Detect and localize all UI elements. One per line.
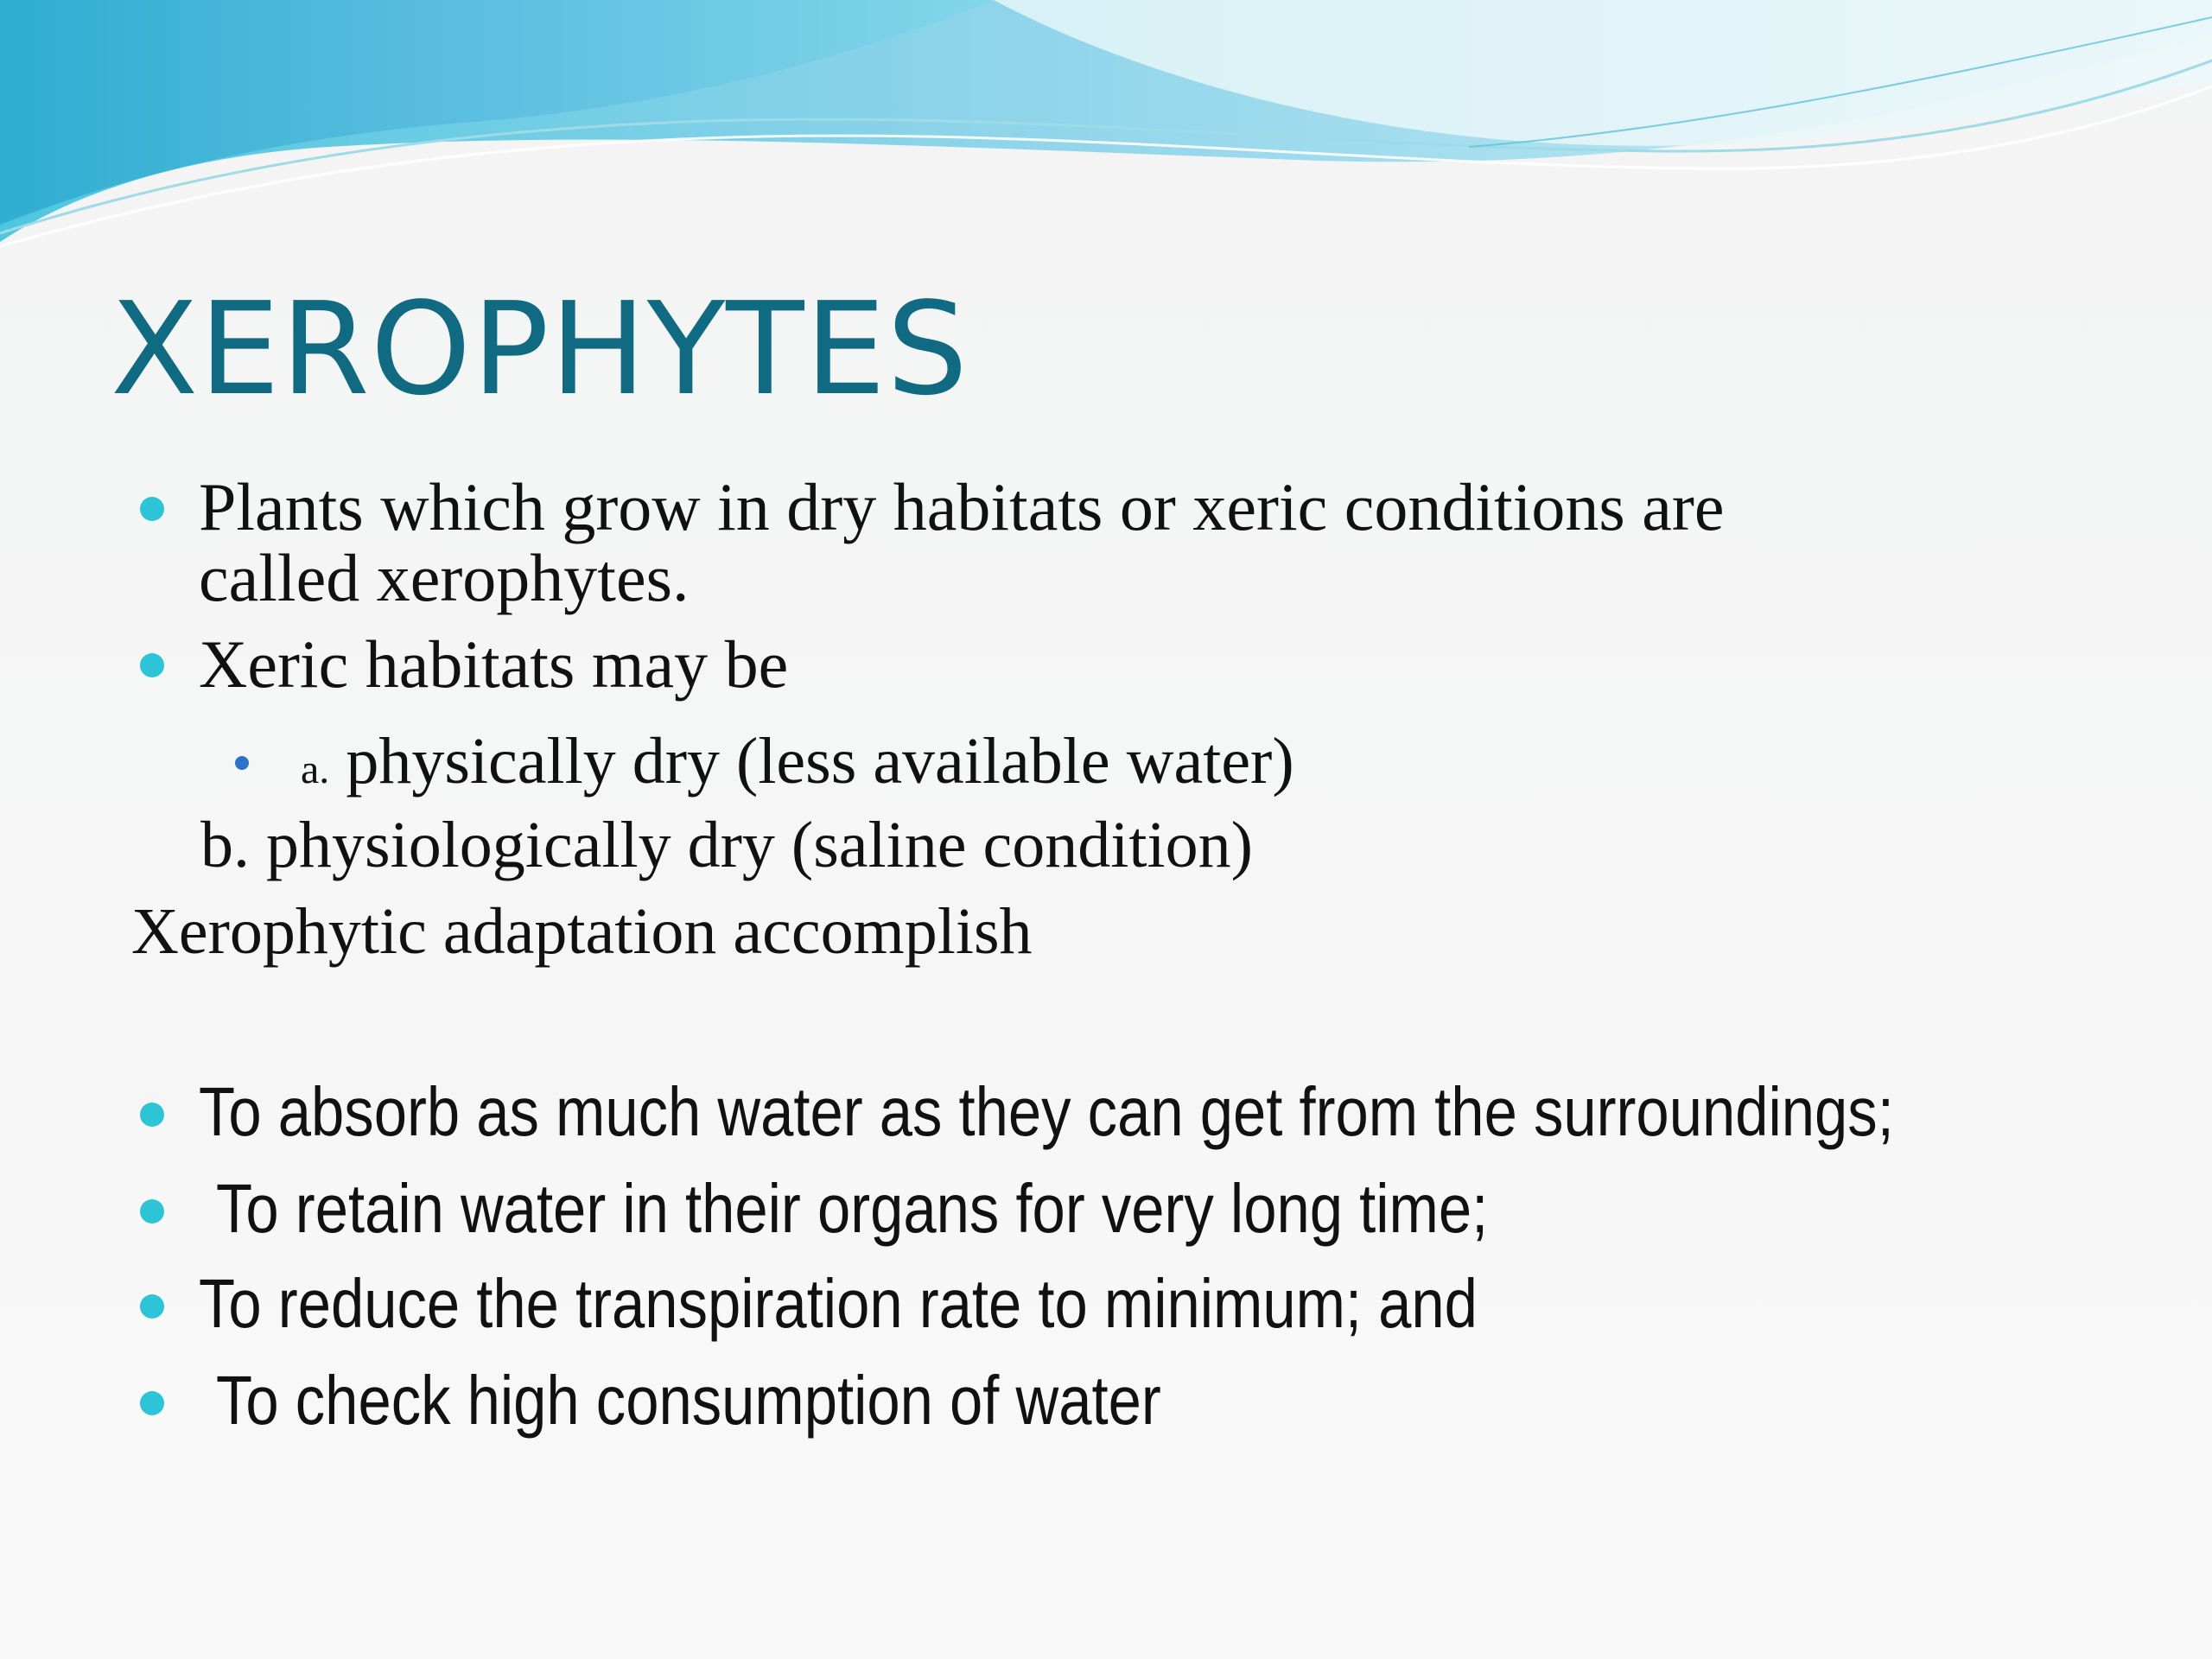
adaptation-bullet-text: To retain water in their organs for very long time; xyxy=(216,1170,1489,1247)
bullet-icon xyxy=(140,1103,164,1127)
wave-header-decoration xyxy=(0,0,2212,259)
bullet-text-line-1: Plants which grow in dry habitats or xeric conditions are xyxy=(199,469,1725,544)
bullet-icon xyxy=(140,1294,164,1319)
bullet-text: Xeric habitats may be xyxy=(199,626,789,702)
sub-item-a xyxy=(301,725,1294,798)
bullet-text-line-2: called xerophytes. xyxy=(199,540,690,615)
adaptation-bullet-text: To check high consumption of water xyxy=(216,1362,1161,1439)
sub-bullet-icon xyxy=(235,756,249,770)
sub-item-text: physically dry (less available water) xyxy=(346,725,1294,798)
bullet-icon xyxy=(140,497,164,521)
adaptation-bullet-text: To reduce the transpiration rate to minimum; and xyxy=(199,1265,1478,1342)
sub-item-b: b. physiologically dry (saline condition) xyxy=(200,809,1253,881)
bullet-icon xyxy=(140,1199,164,1224)
adaptation-bullet-text: To absorb as much water as they can get from the surroundings; xyxy=(199,1073,1894,1150)
sub-item-label: a. xyxy=(301,747,330,792)
bullet-icon xyxy=(140,1391,164,1415)
slide-title: XEROPHYTES xyxy=(111,275,969,423)
bullet-icon xyxy=(140,653,164,677)
intro-line: Xerophytic adaptation accomplish xyxy=(131,895,1033,968)
